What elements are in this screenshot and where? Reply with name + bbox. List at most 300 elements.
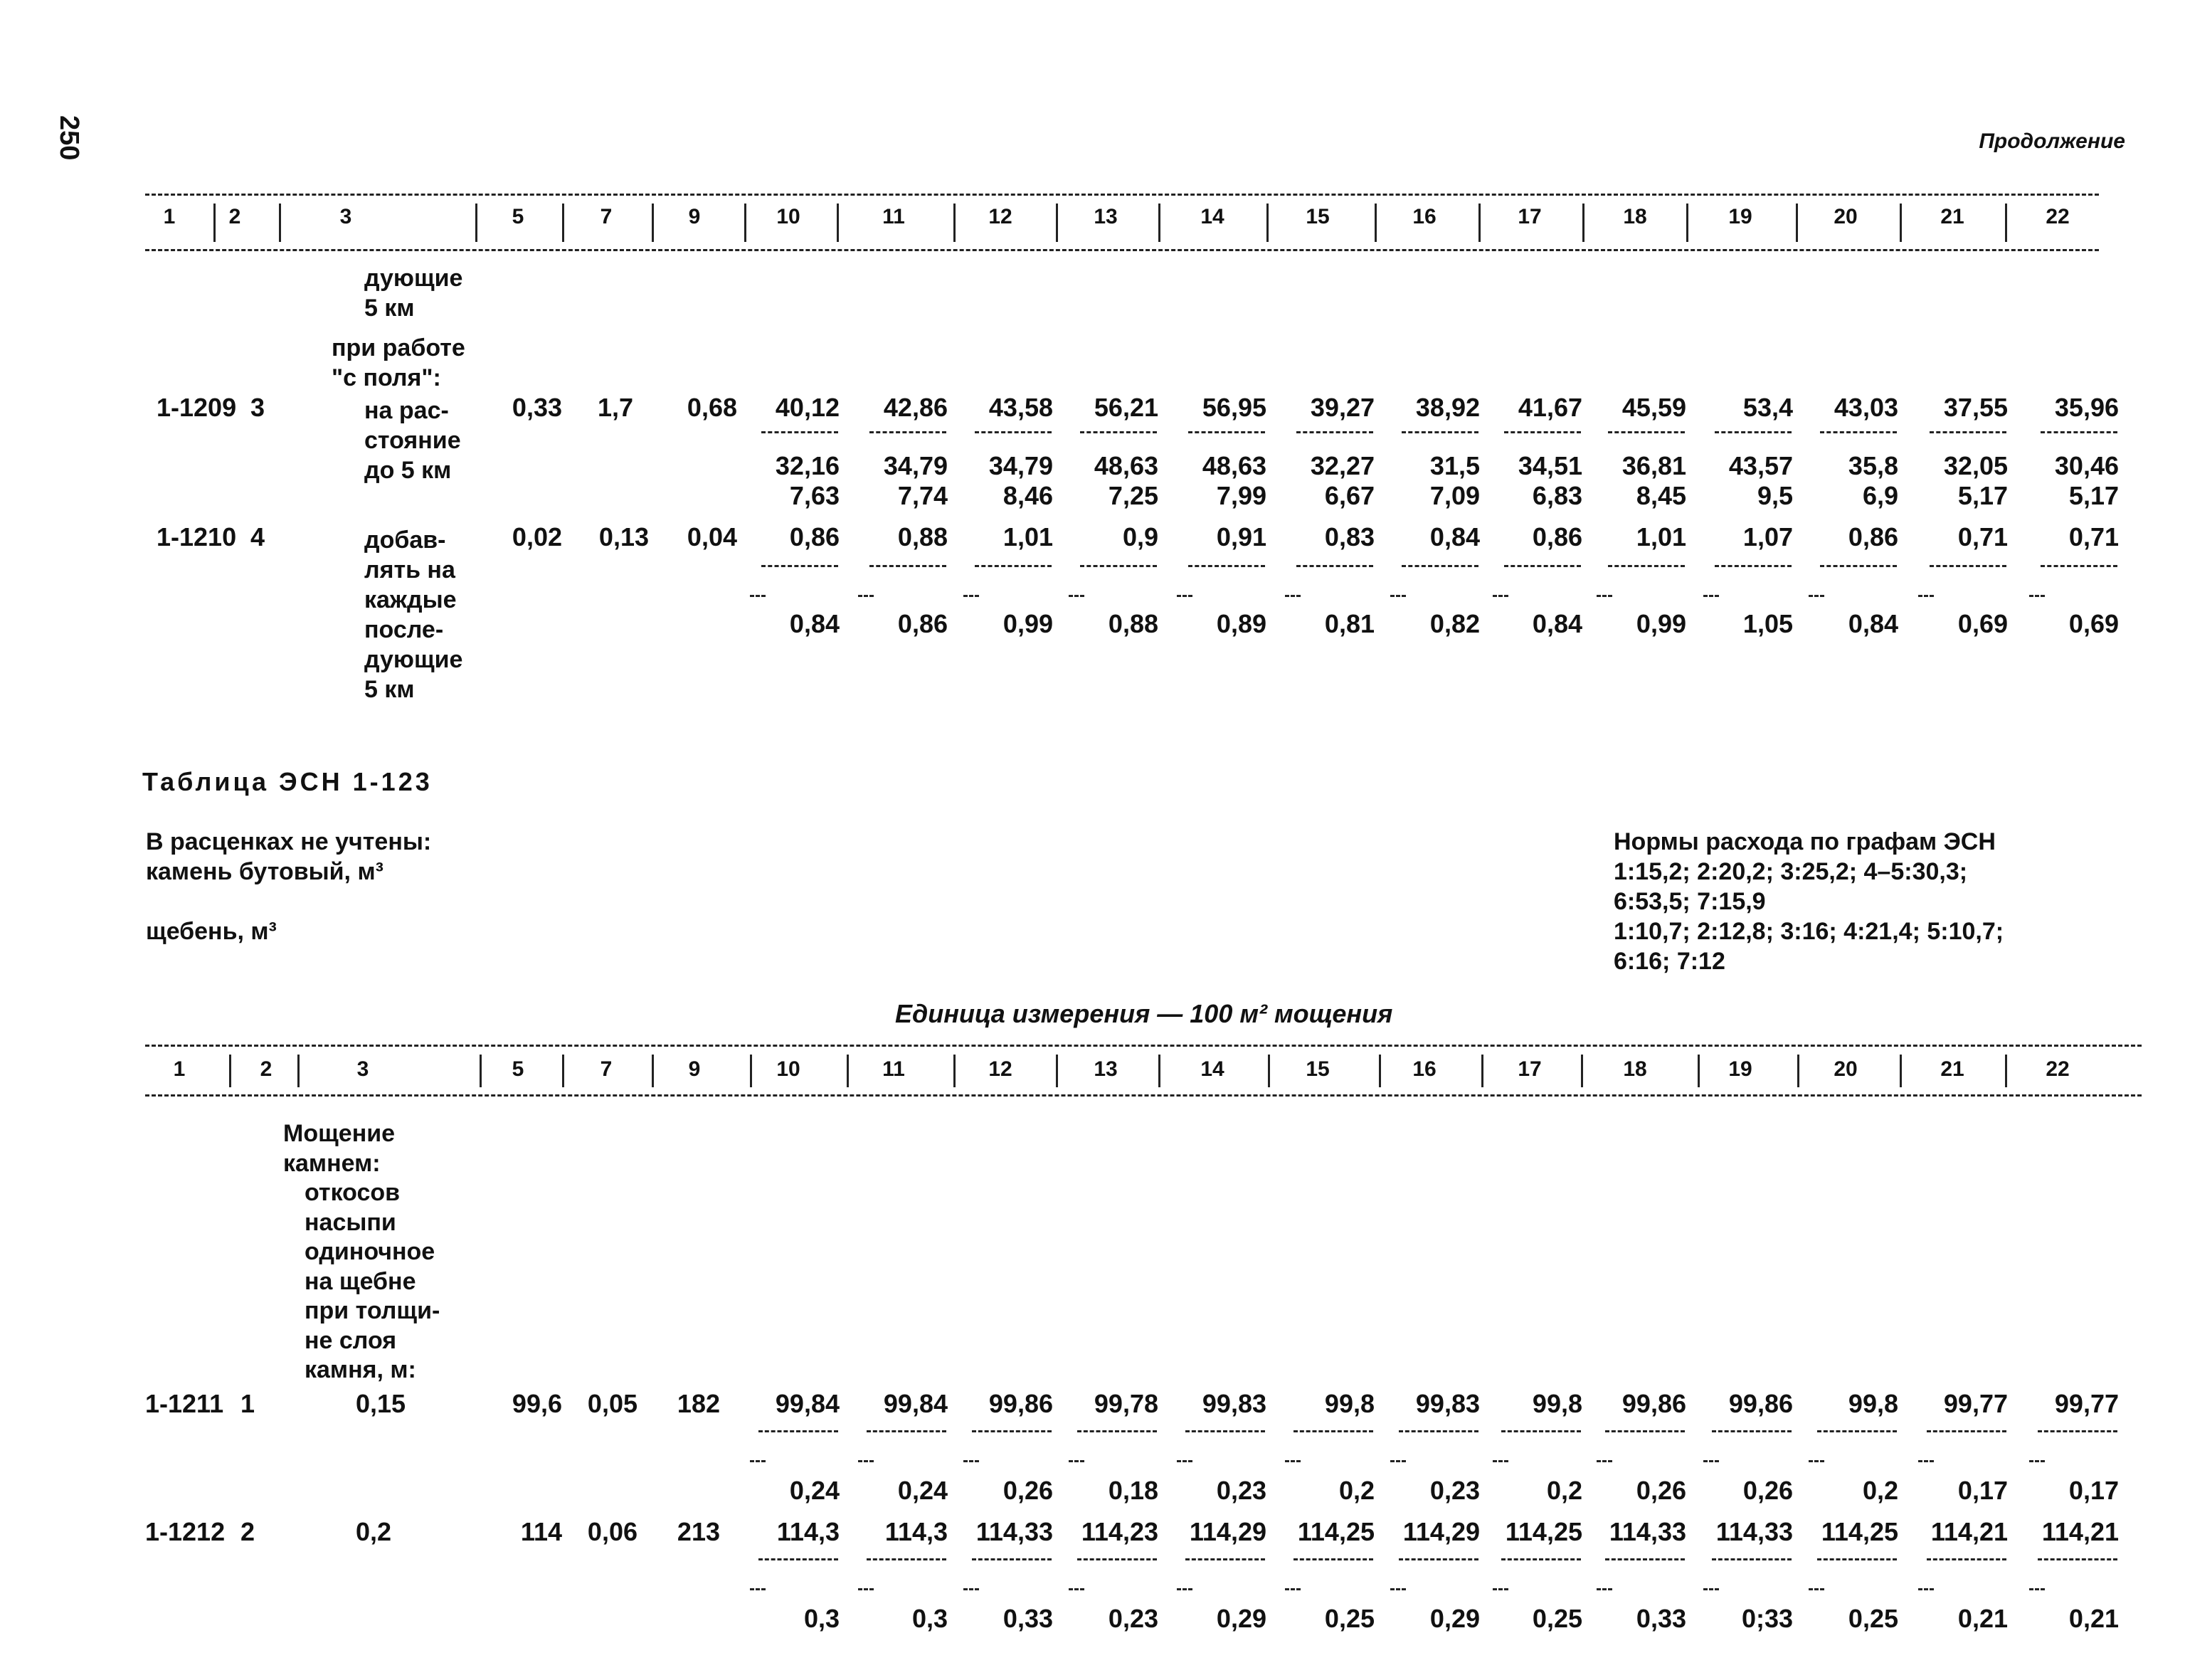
row-description-line: до 5 км bbox=[364, 457, 452, 484]
cell-col-7: 0,13 bbox=[598, 522, 649, 551]
fraction-line bbox=[1296, 431, 1373, 433]
cell-bottom-value: 0,33 bbox=[1002, 1604, 1053, 1633]
row-description-line: лять на bbox=[364, 556, 455, 583]
cell-bottom-value: 0,23 bbox=[1216, 1476, 1266, 1505]
fraction-line bbox=[1080, 431, 1157, 433]
cell-bottom-value: 0,23 bbox=[1429, 1476, 1480, 1505]
bottom-description-line: камня, м: bbox=[305, 1356, 416, 1383]
bottom-header-column-separator bbox=[480, 1055, 482, 1087]
cell-extra-value: 5,17 bbox=[2068, 481, 2119, 510]
fraction-line bbox=[1930, 565, 2006, 567]
fraction-line bbox=[1927, 1558, 2006, 1560]
cell-col-5: 114 bbox=[520, 1517, 562, 1546]
top-header-column-19: 19 bbox=[1728, 205, 1752, 228]
top-header-column-separator bbox=[1686, 204, 1688, 242]
cell-extra-value: 7,74 bbox=[897, 481, 948, 510]
cell-bottom-value: 0,84 bbox=[1848, 609, 1898, 638]
fraction-line-tail bbox=[1918, 595, 1934, 597]
top-header-column-separator bbox=[279, 204, 281, 242]
fraction-line bbox=[1188, 431, 1265, 433]
cell-bottom-value: 0,25 bbox=[1532, 1604, 1582, 1633]
cell-bottom-value: 0,26 bbox=[1742, 1476, 1793, 1505]
not-included-item-1: камень бутовый, м³ bbox=[146, 858, 383, 885]
cell-top-value: 1,01 bbox=[1636, 522, 1686, 551]
top-header-column-11: 11 bbox=[882, 205, 905, 228]
row-description-line: дующие bbox=[364, 646, 463, 673]
group-text-1: при работе bbox=[332, 334, 465, 361]
cell-bottom-value: 34,79 bbox=[883, 451, 948, 480]
fraction-line bbox=[1399, 1430, 1478, 1432]
fraction-line-tail bbox=[1177, 1460, 1192, 1462]
fraction-line bbox=[869, 431, 946, 433]
cell-bottom-value: 0,69 bbox=[1957, 609, 2008, 638]
row-description-line: после- bbox=[364, 616, 444, 643]
cell-extra-value: 6,83 bbox=[1532, 481, 1582, 510]
cell-bottom-value: 0,29 bbox=[1429, 1604, 1480, 1633]
row-description-line: стояние bbox=[364, 427, 461, 454]
cell-top-value: 0,83 bbox=[1324, 522, 1375, 551]
bottom-header-column-16: 16 bbox=[1412, 1057, 1437, 1081]
cell-top-value: 99,84 bbox=[775, 1389, 840, 1418]
cell-top-value: 114,29 bbox=[1189, 1517, 1266, 1546]
row-code: 1-1211 bbox=[145, 1389, 224, 1418]
fraction-line bbox=[2041, 431, 2117, 433]
fraction-line bbox=[1712, 1430, 1792, 1432]
cell-bottom-value: 0,84 bbox=[1532, 609, 1582, 638]
fraction-line bbox=[1817, 1430, 1897, 1432]
fraction-line bbox=[1930, 431, 2006, 433]
cell-bottom-value: 0,2 bbox=[1546, 1476, 1582, 1505]
top-header-column-separator bbox=[2005, 204, 2007, 242]
fraction-line bbox=[867, 1558, 946, 1560]
cell-top-value: 99,86 bbox=[1621, 1389, 1686, 1418]
bottom-header-column-separator bbox=[1900, 1055, 1902, 1087]
cell-top-value: 99,77 bbox=[1943, 1389, 2008, 1418]
fraction-line bbox=[2038, 1430, 2117, 1432]
top-header-column-18: 18 bbox=[1623, 205, 1647, 228]
cell-top-value: 99,83 bbox=[1202, 1389, 1266, 1418]
fraction-line-tail bbox=[1809, 1460, 1824, 1462]
bottom-header-column-separator bbox=[953, 1055, 956, 1087]
fraction-line-tail bbox=[1285, 1460, 1301, 1462]
fraction-line-tail bbox=[1703, 1588, 1719, 1590]
top-header-column-separator bbox=[1582, 204, 1584, 242]
fraction-line bbox=[758, 1430, 838, 1432]
cell-bottom-value: 0,26 bbox=[1002, 1476, 1053, 1505]
cell-extra-value: 7,25 bbox=[1108, 481, 1158, 510]
top-header-column-15: 15 bbox=[1306, 205, 1330, 228]
row-number: 1 bbox=[240, 1389, 255, 1418]
cell-top-value: 0,88 bbox=[897, 522, 948, 551]
cell-extra-value: 9,5 bbox=[1757, 481, 1793, 510]
fraction-line-tail bbox=[858, 595, 874, 597]
row-code: 1-1210 bbox=[157, 522, 237, 551]
cell-bottom-value: 0;33 bbox=[1741, 1604, 1793, 1633]
cell-bottom-value: 48,63 bbox=[1094, 451, 1158, 480]
top-header-column-separator bbox=[837, 204, 839, 242]
bottom-header-column-separator bbox=[1581, 1055, 1583, 1087]
cell-top-value: 41,67 bbox=[1518, 393, 1582, 422]
fraction-line bbox=[1501, 1430, 1581, 1432]
cell-col-5: 0,33 bbox=[512, 393, 562, 422]
cell-top-value: 1,01 bbox=[1002, 522, 1053, 551]
fraction-line bbox=[1817, 1558, 1897, 1560]
fraction-line bbox=[975, 565, 1052, 567]
group-text-2: "с поля": bbox=[332, 364, 441, 391]
not-included-heading: В расценках не учтены: bbox=[146, 828, 432, 855]
row-number: 2 bbox=[240, 1517, 255, 1546]
fraction-line bbox=[1504, 565, 1581, 567]
cell-col-9: 0,04 bbox=[687, 522, 737, 551]
fraction-line-tail bbox=[1285, 595, 1301, 597]
fraction-line-tail bbox=[1390, 595, 1406, 597]
top-header-column-separator bbox=[475, 204, 477, 242]
cell-top-value: 43,03 bbox=[1834, 393, 1898, 422]
cell-top-value: 0,71 bbox=[1957, 522, 2008, 551]
fraction-line bbox=[1185, 1430, 1265, 1432]
bottom-description-line: откосов bbox=[305, 1179, 401, 1206]
cell-top-value: 42,86 bbox=[883, 393, 948, 422]
cell-bottom-value: 0,21 bbox=[1957, 1604, 2008, 1633]
row-description-line: 5 км bbox=[364, 676, 415, 703]
cell-bottom-value: 32,16 bbox=[775, 451, 840, 480]
top-header-column-separator bbox=[1266, 204, 1269, 242]
cell-top-value: 99,86 bbox=[988, 1389, 1053, 1418]
fraction-line bbox=[1820, 565, 1897, 567]
top-header-column-separator bbox=[953, 204, 956, 242]
cell-top-value: 35,96 bbox=[2054, 393, 2119, 422]
bottom-header-column-separator bbox=[297, 1055, 300, 1087]
row-number: 3 bbox=[250, 393, 265, 422]
top-header-column-separator bbox=[744, 204, 746, 242]
bottom-description-line: камнем: bbox=[283, 1149, 381, 1177]
row-description-line: добав- bbox=[364, 527, 446, 554]
bottom-header-column-20: 20 bbox=[1834, 1057, 1858, 1081]
page-number: 250 bbox=[54, 115, 84, 161]
top-header-column-2: 2 bbox=[228, 205, 241, 228]
top-header-column-separator bbox=[1158, 204, 1160, 242]
top-header-column-17: 17 bbox=[1518, 205, 1542, 228]
fraction-line-tail bbox=[1069, 1460, 1084, 1462]
cell-top-value: 99,86 bbox=[1728, 1389, 1793, 1418]
bottom-header-column-separator bbox=[1481, 1055, 1483, 1087]
cell-top-value: 43,58 bbox=[988, 393, 1053, 422]
fraction-line-tail bbox=[1493, 1588, 1508, 1590]
fraction-line bbox=[761, 431, 838, 433]
fraction-line bbox=[1715, 431, 1792, 433]
fraction-line bbox=[1080, 565, 1157, 567]
cell-extra-value: 6,9 bbox=[1862, 481, 1898, 510]
fraction-line-tail bbox=[858, 1588, 874, 1590]
cell-extra-value: 7,09 bbox=[1429, 481, 1480, 510]
cell-bottom-value: 34,51 bbox=[1518, 451, 1582, 480]
cell-bottom-value: 43,57 bbox=[1728, 451, 1793, 480]
fraction-line-tail bbox=[1809, 595, 1824, 597]
cell-top-value: 99,8 bbox=[1324, 1389, 1375, 1418]
fraction-line bbox=[1296, 565, 1373, 567]
bottom-header-column-10: 10 bbox=[776, 1057, 800, 1081]
fraction-line bbox=[1605, 1558, 1685, 1560]
cell-top-value: 114,33 bbox=[1609, 1517, 1686, 1546]
top-header-column-1: 1 bbox=[163, 205, 176, 228]
bottom-header-column-9: 9 bbox=[688, 1057, 701, 1081]
fraction-line bbox=[972, 1430, 1052, 1432]
cell-bottom-value: 0,29 bbox=[1216, 1604, 1266, 1633]
row-description-line: на рас- bbox=[364, 397, 449, 424]
cell-col-9: 0,68 bbox=[687, 393, 737, 422]
top-header-column-separator bbox=[1056, 204, 1058, 242]
fraction-line bbox=[1608, 565, 1685, 567]
cell-top-value: 99,77 bbox=[2054, 1389, 2119, 1418]
cell-top-value: 0,71 bbox=[2068, 522, 2119, 551]
cell-col-7: 1,7 bbox=[597, 393, 633, 422]
cell-extra-value: 5,17 bbox=[1957, 481, 2008, 510]
fraction-line-tail bbox=[2029, 595, 2045, 597]
cell-top-value: 0,86 bbox=[1848, 522, 1898, 551]
fraction-line bbox=[1077, 1558, 1157, 1560]
cell-bottom-value: 32,27 bbox=[1310, 451, 1375, 480]
row-code: 1-1212 bbox=[145, 1517, 226, 1546]
bottom-description-line: при толщи- bbox=[305, 1297, 440, 1324]
fraction-line bbox=[867, 1430, 946, 1432]
fraction-line-tail bbox=[1390, 1460, 1406, 1462]
cell-top-value: 114,21 bbox=[2041, 1517, 2119, 1546]
fraction-line bbox=[1504, 431, 1581, 433]
row-thickness: 0,15 bbox=[356, 1389, 406, 1418]
fraction-line bbox=[1712, 1558, 1792, 1560]
cell-bottom-value: 0,86 bbox=[897, 609, 948, 638]
cell-top-value: 56,21 bbox=[1094, 393, 1158, 422]
fraction-line-tail bbox=[750, 1588, 766, 1590]
unit-label: Единица измерения — 100 м² мощения bbox=[895, 999, 1393, 1028]
cell-top-value: 114,21 bbox=[1930, 1517, 2008, 1546]
fraction-line bbox=[1077, 1430, 1157, 1432]
top-header-column-13: 13 bbox=[1094, 205, 1118, 228]
cell-top-value: 114,29 bbox=[1402, 1517, 1480, 1546]
bottom-header-column-14: 14 bbox=[1200, 1057, 1224, 1081]
bottom-header-column-separator bbox=[1268, 1055, 1270, 1087]
cell-top-value: 0,9 bbox=[1122, 522, 1158, 551]
fraction-line bbox=[758, 1558, 838, 1560]
fraction-line-tail bbox=[1809, 1588, 1824, 1590]
cell-bottom-value: 0,99 bbox=[1002, 609, 1053, 638]
cell-extra-value: 7,63 bbox=[789, 481, 840, 510]
fraction-line bbox=[1501, 1558, 1581, 1560]
fraction-line bbox=[2041, 565, 2117, 567]
fraction-line-tail bbox=[858, 1460, 874, 1462]
fraction-line bbox=[761, 565, 838, 567]
bottom-header-column-18: 18 bbox=[1623, 1057, 1647, 1081]
fraction-line bbox=[1188, 565, 1265, 567]
cell-bottom-value: 0,23 bbox=[1108, 1604, 1158, 1633]
fraction-line bbox=[1402, 431, 1478, 433]
cell-col-5: 99,6 bbox=[512, 1389, 562, 1418]
fraction-line-tail bbox=[1597, 1588, 1612, 1590]
fraction-line-tail bbox=[963, 595, 979, 597]
cell-bottom-value: 0,25 bbox=[1848, 1604, 1898, 1633]
cell-bottom-value: 0,18 bbox=[1108, 1476, 1158, 1505]
fraction-line bbox=[1605, 1430, 1685, 1432]
top-header-column-9: 9 bbox=[688, 205, 701, 228]
cell-col-7: 0,05 bbox=[587, 1389, 637, 1418]
top-header-column-separator bbox=[1796, 204, 1798, 242]
top-header-column-16: 16 bbox=[1412, 205, 1437, 228]
cell-top-value: 114,33 bbox=[1715, 1517, 1793, 1546]
fraction-line bbox=[1715, 565, 1792, 567]
bottom-header-column-22: 22 bbox=[2046, 1057, 2070, 1081]
cell-bottom-value: 0,33 bbox=[1636, 1604, 1686, 1633]
cell-bottom-value: 0,89 bbox=[1216, 609, 1266, 638]
fraction-line-tail bbox=[1703, 1460, 1719, 1462]
cell-top-value: 0,86 bbox=[789, 522, 840, 551]
row-code: 1-1209 bbox=[157, 393, 237, 422]
top-header-column-separator bbox=[652, 204, 654, 242]
cell-top-value: 114,23 bbox=[1081, 1517, 1158, 1546]
bottom-header-column-separator bbox=[229, 1055, 231, 1087]
cell-top-value: 114,25 bbox=[1297, 1517, 1375, 1546]
bottom-description-line: Мощение bbox=[283, 1120, 396, 1147]
fraction-line-tail bbox=[963, 1460, 979, 1462]
cell-bottom-value: 0,25 bbox=[1324, 1604, 1375, 1633]
fraction-line bbox=[1293, 1558, 1373, 1560]
fraction-line-tail bbox=[1285, 1588, 1301, 1590]
top-header-column-3: 3 bbox=[339, 205, 352, 228]
cell-top-value: 39,27 bbox=[1310, 393, 1375, 422]
cell-bottom-value: 1,05 bbox=[1742, 609, 1793, 638]
cell-bottom-value: 31,5 bbox=[1429, 451, 1480, 480]
cell-extra-value: 7,99 bbox=[1216, 481, 1266, 510]
cell-top-value: 45,59 bbox=[1621, 393, 1686, 422]
row-description-line: каждые bbox=[364, 586, 457, 613]
fraction-line bbox=[975, 431, 1052, 433]
fraction-line-tail bbox=[750, 595, 766, 597]
top-header-column-21: 21 bbox=[1940, 205, 1964, 228]
bottom-header-column-11: 11 bbox=[882, 1057, 905, 1081]
cell-col-9: 213 bbox=[677, 1517, 720, 1546]
fraction-line bbox=[1185, 1558, 1265, 1560]
bottom-header-column-separator bbox=[847, 1055, 849, 1087]
top-header-column-separator bbox=[562, 204, 564, 242]
fraction-line-tail bbox=[1493, 1460, 1508, 1462]
cell-top-value: 99,84 bbox=[883, 1389, 948, 1418]
cell-top-value: 38,92 bbox=[1415, 393, 1480, 422]
cell-bottom-value: 0,3 bbox=[911, 1604, 948, 1633]
fraction-line-tail bbox=[963, 1588, 979, 1590]
top-header-column-10: 10 bbox=[776, 205, 800, 228]
cell-top-value: 1,07 bbox=[1742, 522, 1793, 551]
bottom-header-column-separator bbox=[1056, 1055, 1058, 1087]
cell-bottom-value: 35,8 bbox=[1848, 451, 1898, 480]
cell-top-value: 99,8 bbox=[1848, 1389, 1898, 1418]
cell-bottom-value: 0,21 bbox=[2068, 1604, 2119, 1633]
bottom-header-column-separator bbox=[562, 1055, 564, 1087]
fraction-line-tail bbox=[1918, 1588, 1934, 1590]
cell-bottom-value: 0,26 bbox=[1636, 1476, 1686, 1505]
bottom-description-line: не слоя bbox=[305, 1326, 397, 1354]
cell-top-value: 0,86 bbox=[1532, 522, 1582, 551]
fraction-line bbox=[2038, 1558, 2117, 1560]
cell-col-5: 0,02 bbox=[512, 522, 562, 551]
cell-bottom-value: 0,2 bbox=[1338, 1476, 1375, 1505]
bottom-header-column-separator bbox=[750, 1055, 752, 1087]
bottom-header-column-1: 1 bbox=[173, 1057, 186, 1081]
cell-bottom-value: 34,79 bbox=[988, 451, 1053, 480]
cell-top-value: 53,4 bbox=[1742, 393, 1793, 422]
cell-top-value: 0,84 bbox=[1429, 522, 1480, 551]
not-included-item-2: щебень, м³ bbox=[146, 918, 277, 945]
cell-bottom-value: 0,2 bbox=[1862, 1476, 1898, 1505]
bottom-header-column-7: 7 bbox=[600, 1057, 613, 1081]
row-thickness: 0,2 bbox=[356, 1517, 392, 1546]
bottom-header-rule-top bbox=[145, 1045, 2142, 1047]
top-header-column-20: 20 bbox=[1834, 205, 1858, 228]
table-title: Таблица ЭСН 1-123 bbox=[142, 767, 433, 796]
cell-top-value: 99,8 bbox=[1532, 1389, 1582, 1418]
bottom-header-column-separator bbox=[1158, 1055, 1160, 1087]
fraction-line-tail bbox=[1597, 595, 1612, 597]
fraction-line-tail bbox=[1918, 1460, 1934, 1462]
bottom-header-column-5: 5 bbox=[512, 1057, 524, 1081]
top-header-column-12: 12 bbox=[988, 205, 1012, 228]
fraction-line bbox=[869, 565, 946, 567]
cell-bottom-value: 0,84 bbox=[789, 609, 840, 638]
bottom-header-column-15: 15 bbox=[1306, 1057, 1330, 1081]
cell-bottom-value: 0,69 bbox=[2068, 609, 2119, 638]
fraction-line-tail bbox=[1597, 1460, 1612, 1462]
cell-top-value: 114,3 bbox=[776, 1517, 840, 1546]
cell-top-value: 114,33 bbox=[975, 1517, 1053, 1546]
bottom-header-column-separator bbox=[652, 1055, 654, 1087]
cell-top-value: 114,3 bbox=[884, 1517, 948, 1546]
top-header-column-5: 5 bbox=[512, 205, 524, 228]
cell-bottom-value: 0,24 bbox=[789, 1476, 840, 1505]
top-header-column-14: 14 bbox=[1200, 205, 1224, 228]
norms-line-4: 6:16; 7:12 bbox=[1614, 948, 1725, 975]
cell-top-value: 99,83 bbox=[1415, 1389, 1480, 1418]
cell-bottom-value: 0,81 bbox=[1324, 609, 1375, 638]
fraction-line-tail bbox=[1177, 1588, 1192, 1590]
bottom-header-column-3: 3 bbox=[356, 1057, 369, 1081]
row-number: 4 bbox=[250, 522, 265, 551]
cell-top-value: 56,95 bbox=[1202, 393, 1266, 422]
bottom-header-column-19: 19 bbox=[1728, 1057, 1752, 1081]
fraction-line-tail bbox=[1069, 1588, 1084, 1590]
cell-top-value: 114,25 bbox=[1505, 1517, 1582, 1546]
fraction-line-tail bbox=[2029, 1588, 2045, 1590]
top-header-column-7: 7 bbox=[600, 205, 613, 228]
cell-bottom-value: 32,05 bbox=[1943, 451, 2008, 480]
cell-top-value: 40,12 bbox=[775, 393, 840, 422]
cell-bottom-value: 0,88 bbox=[1108, 609, 1158, 638]
fraction-line-tail bbox=[1069, 595, 1084, 597]
fraction-line-tail bbox=[1703, 595, 1719, 597]
cell-bottom-value: 0,3 bbox=[803, 1604, 840, 1633]
norms-line-3: 1:10,7; 2:12,8; 3:16; 4:21,4; 5:10,7; bbox=[1614, 918, 2004, 945]
cell-bottom-value: 0,24 bbox=[897, 1476, 948, 1505]
fraction-line bbox=[1820, 431, 1897, 433]
cell-top-value: 114,25 bbox=[1821, 1517, 1898, 1546]
fraction-line bbox=[1608, 431, 1685, 433]
cell-bottom-value: 30,46 bbox=[2054, 451, 2119, 480]
bottom-header-column-2: 2 bbox=[260, 1057, 273, 1081]
bottom-header-column-separator bbox=[2005, 1055, 2007, 1087]
bottom-header-column-separator bbox=[1797, 1055, 1799, 1087]
continuation-label: Продолжение bbox=[1979, 130, 2125, 153]
carry-text-2: 5 км bbox=[364, 295, 415, 322]
carry-text-1: дующие bbox=[364, 265, 463, 292]
bottom-header-rule-bottom bbox=[145, 1094, 2142, 1097]
cell-bottom-value: 0,82 bbox=[1429, 609, 1480, 638]
